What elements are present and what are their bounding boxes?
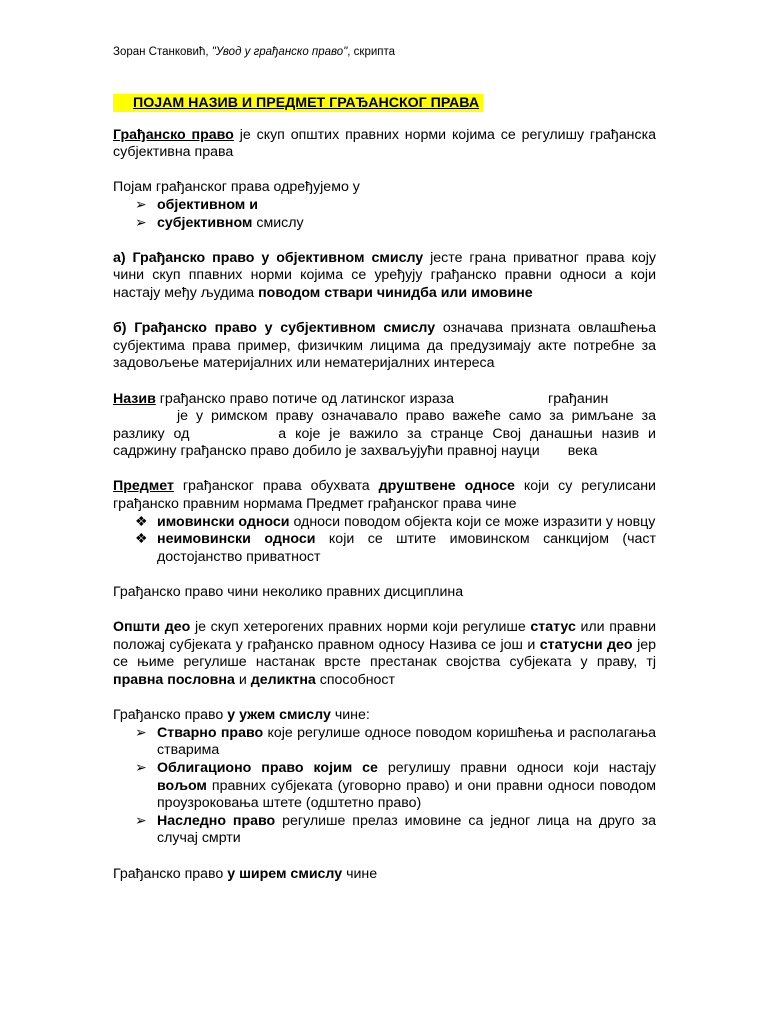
definition-term: Грађанско право bbox=[113, 126, 234, 143]
definition-paragraph: Грађанско право је скуп општих правних норми којима се регулишу грађанска субјективна права bbox=[113, 126, 656, 161]
header-book-title: "Увод у грађанско право" bbox=[211, 46, 348, 58]
concept-list bbox=[113, 197, 656, 232]
predmet-paragraph: Предмет грађанског права обухвата друштвене односе који су регулисани грађанско правним нормама Предмет грађанског права чине bbox=[113, 478, 656, 513]
arrow-bullet-icon: ➢ bbox=[135, 214, 147, 231]
diamond-bullet-icon: ❖ bbox=[135, 531, 148, 548]
disciplines-paragraph: Грађанско право чини неколико правних дисциплина bbox=[113, 584, 464, 601]
naziv-paragraph: Назив грађанско право потиче од латинског израза грађанин је у римском праву означавало право важеће само за римљане за разлику од а које је важило за странце Свој данашњи назив и садржину грађанско право добило је захваљујући правној науци века bbox=[113, 390, 656, 460]
document-body bbox=[113, 94, 656, 883]
predmet-term: Предмет bbox=[113, 478, 174, 495]
wide-sense-intro: Грађанско право у ширем смислу чине bbox=[113, 865, 378, 882]
list-item: ➢ субјективном смислу bbox=[135, 214, 304, 231]
header-author: Зоран Станковић, bbox=[113, 46, 212, 58]
general-part-paragraph: Општи део је скуп хетерогених правних норми који регулише статус или правни положај субјеката у грађанско правном односу Назива се још и статусни део јер се њиме регулише настанак врсте престанак својства субјеката у праву, тј правна пословна и деликтна способност bbox=[113, 619, 657, 688]
list-item: ➢ Стварно право које регулише односе поводом коришћења и располагања стварима bbox=[135, 724, 656, 759]
objective-paragraph: а) Грађанско право у објективном смислу јесте грана приватног права коју чини скуп ппавних норми којима се уређују грађанско правни односи а који настају међу људима поводом ствари чинидба или имовине bbox=[113, 249, 656, 301]
arrow-bullet-icon: ➢ bbox=[135, 196, 147, 213]
concept-intro: Појам грађанског права одређујемо у bbox=[113, 179, 360, 196]
arrow-bullet-icon: ➢ bbox=[135, 812, 147, 829]
list-item: ❖ имовински односи односи поводом објекта који се може изразити у новцу bbox=[135, 513, 656, 530]
list-item: ➢ Наследно право регулише прелаз имовине са једног лица на друго за случај смрти bbox=[135, 812, 656, 847]
list-item: ➢ објективном и bbox=[135, 196, 258, 213]
header-suffix: , скрипта bbox=[347, 46, 396, 58]
naziv-term: Назив bbox=[113, 390, 156, 407]
list-item: ➢ Облигационо право којим се регулишу правни односи који настају вољом правних субјеката (уговорно право) и они правни односи поводом проузроковања штете (одштетно право) bbox=[135, 759, 656, 812]
subjective-paragraph: б) Грађанско право у субјективном смислу означава призната овлашћења субјектима права пример, физичким лицима да предузимају акте потребне за задовољење материјалних или нематеријалних интереса bbox=[113, 320, 656, 372]
arrow-bullet-icon: ➢ bbox=[135, 724, 147, 741]
predmet-list bbox=[113, 514, 656, 567]
narrow-sense-list bbox=[113, 725, 656, 848]
section-title: ПОЈАМ НАЗИВ И ПРЕДМЕТ ГРАЂАНСКОГ ПРАВА bbox=[113, 94, 483, 112]
title-wrap bbox=[113, 94, 656, 113]
page-header bbox=[113, 45, 395, 59]
list-item: ❖ неимовински односи који се штите имовинском санкцијом (част достојанство приватност bbox=[135, 531, 656, 565]
arrow-bullet-icon: ➢ bbox=[135, 759, 147, 776]
narrow-sense-intro: Грађанско право у ужем смислу чине: bbox=[113, 707, 370, 724]
diamond-bullet-icon: ❖ bbox=[135, 513, 148, 530]
